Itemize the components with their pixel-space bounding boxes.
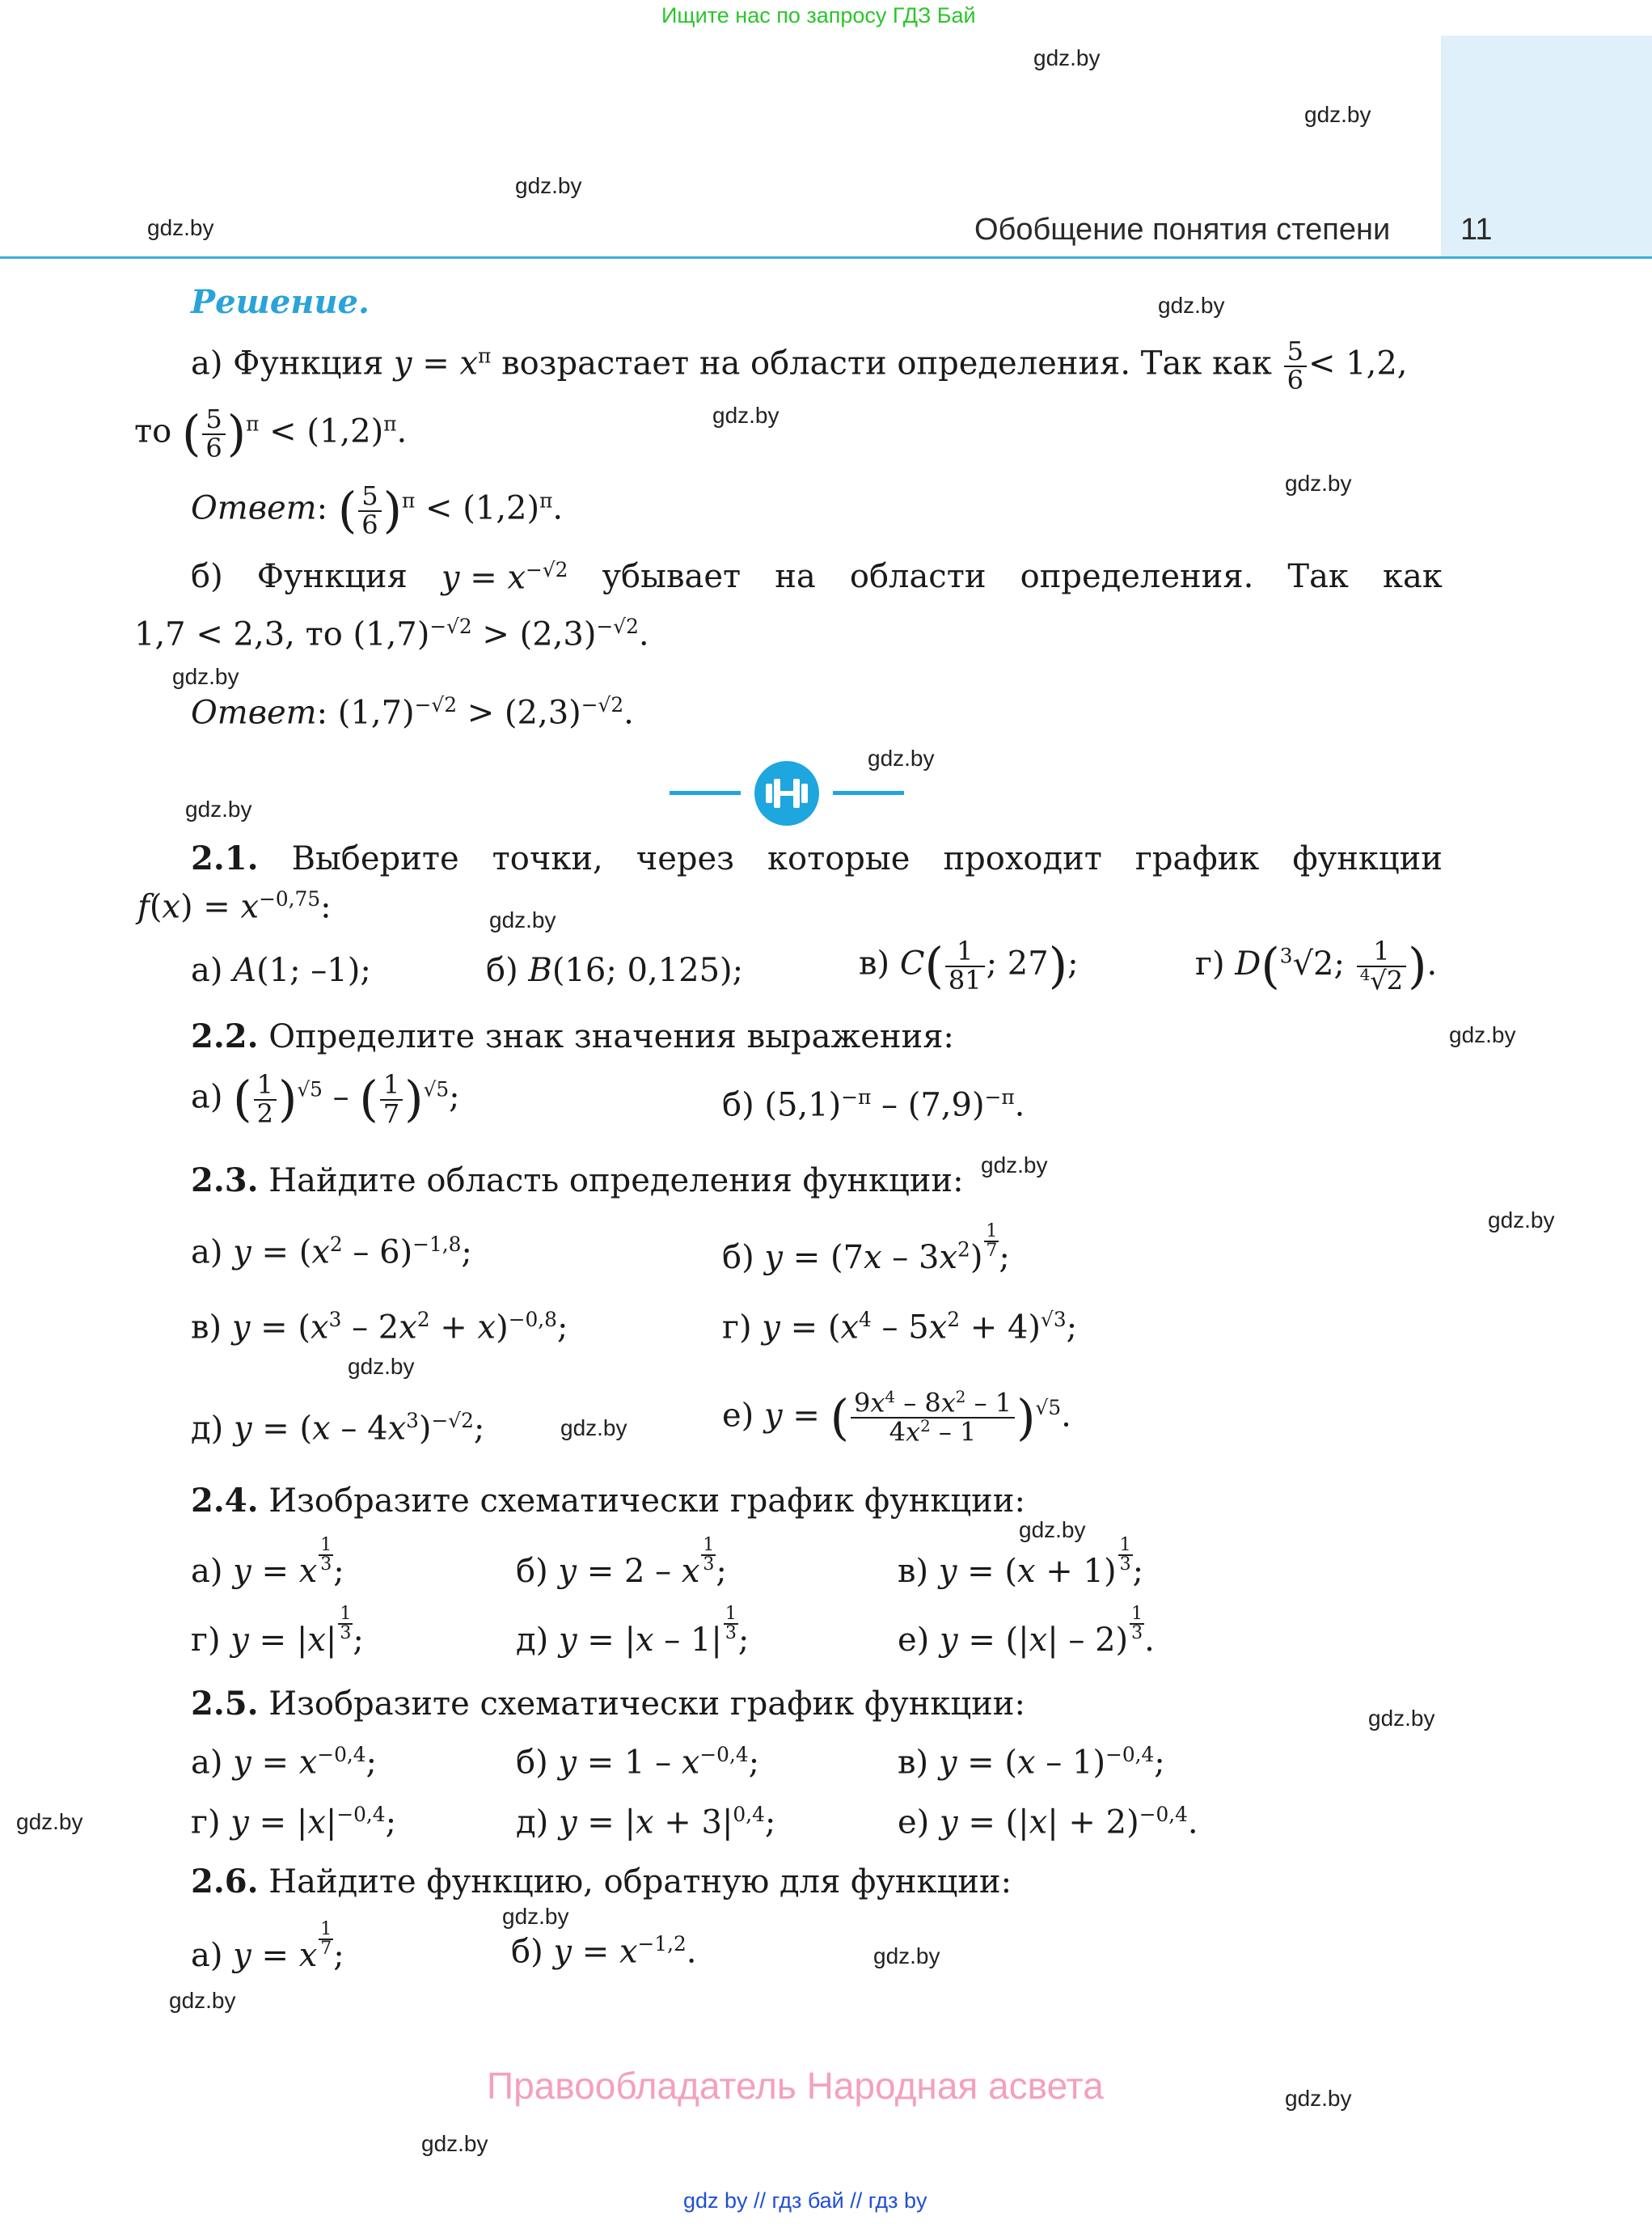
exercise-2-5-option-v: в) y = (x – 1)$^{-0,4}$; [898,1743,1165,1782]
header-rule [0,256,1652,259]
watermark: gdz.by [873,1943,940,1968]
solution-a-line1: а) Функция $y = x^\pi$ возрастает на области определения. Так как $\frac{5}{6}$ < 1,2, [191,336,1408,395]
exercise-2-1-option-v: в) C( $\frac{1}{81}$ ; 27); [859,936,1079,996]
exercise-2-5-title: 2.5. Изобразите схематически график функции: [191,1685,1025,1723]
exercise-2-6-option-b: б) $y = x^{-1,2}$. [511,1932,697,1971]
exercise-2-3-option-d: д) $y = (x - 4x^3)^{-√2}$; [191,1409,485,1448]
solution-b-line2: 1,7 < 2,3, то $(1,7)^{-√2} > (2,3)^{-√2}$. [134,615,649,653]
watermark: gdz.by [560,1415,627,1440]
solution-a-answer: Ответ: ( $\frac{5}{6}$ )$^\pi < (1,2)^\pi$. [191,480,564,540]
exercise-2-4-option-g: г) y = |x| $\frac{1}{3}$ ; [191,1604,364,1659]
watermark: gdz.by [421,2131,488,2156]
exercise-2-1-option-b: б) B(16; 0,125); [486,952,744,989]
watermark: gdz.by [1019,1517,1086,1542]
exercise-2-1-option-g: г) D($^3$√2; $\frac{1}{^4√2}$ ). [1195,936,1438,996]
exercise-2-2-title: 2.2. Определите знак значения выражения: [191,1017,954,1055]
watermark: gdz.by [868,746,935,771]
exercise-2-4-option-v: в) y = (x + 1) $\frac{1}{3}$ ; [898,1535,1144,1590]
exercise-2-2-option-a: а) ( $\frac{1}{2}$ )$^{√5}$ – ( $\frac{1}{7}$ )$^{√5}$; [191,1069,460,1129]
watermark: gdz.by [1488,1207,1555,1233]
watermark: gdz.by [1285,471,1352,496]
solution-b-answer: Ответ: $(1,7)^{-√2} > (2,3)^{-√2}$. [191,693,634,732]
exercise-2-1-option-a: а) A(1; –1); [191,952,371,989]
exercise-2-3-option-b: б) $y = (7x - 3x^2)$ $\frac{1}{7}$ ; [722,1221,1010,1276]
exercise-2-4-option-b: б) y = 2 – x $\frac{1}{3}$ ; [516,1535,727,1590]
divider-line-left [670,791,741,795]
watermark: gdz.by [489,907,556,932]
watermark: gdz.by [169,1988,236,2013]
page-number: 11 [1460,213,1493,247]
copyright-footer: Правообладатель Народная асвета [487,2065,1104,2107]
watermark: gdz.by [16,1809,83,1834]
exercise-2-3-title: 2.3. Найдите область определения функции: [191,1161,964,1199]
exercise-2-4-option-a: а) y = x $\frac{1}{3}$ ; [191,1535,344,1590]
watermark: gdz.by [1449,1022,1516,1047]
solution-heading: Решение. [191,283,370,321]
exercise-2-5-option-g: г) $y = |x|^{-0,4}$; [191,1803,397,1841]
solution-b-line1: б) Функция $y = x^{-√2}$ убывает на области определения. Так как [191,558,1443,597]
bottom-links[interactable]: gdz by // гдз бай // гдз by [683,2188,927,2213]
watermark: gdz.by [172,664,239,689]
exercise-2-3-option-a: а) $y = (x^2 - 6)^{-1,8}$; [191,1233,472,1271]
exercise-2-2-option-b: б) $(5,1)^{-\pi} - (7,9)^{-\pi}$. [722,1085,1025,1124]
exercise-2-4-title: 2.4. Изобразите схематически график функции: [191,1482,1025,1520]
exercise-2-4-option-e: е) y = (|x| – 2) $\frac{1}{3}$ . [898,1604,1155,1659]
exercise-2-4-option-d: д) y = |x – 1| $\frac{1}{3}$ ; [516,1604,750,1659]
exercise-2-1-function: $f(x) = x^{-0,75}$: [137,887,332,926]
exercise-2-5-option-d: д) $y = |x + 3|^{0,4}$; [516,1803,776,1841]
solution-a-line2: то ( $\frac{5}{6}$ )$^\pi < (1,2)^\pi$. [134,404,408,463]
exercise-2-6-option-a: а) y = x $\frac{1}{7}$ ; [191,1919,344,1974]
exercise-2-3-option-e: е) y = ( $\frac{9x^4 - 8x^2 - 1}{4x^2 - 1}$ )$^{√5}$. [722,1387,1071,1448]
exercise-2-5-option-b: б) $y = 1 - x^{-0,4}$; [516,1743,760,1782]
watermark: gdz.by [185,797,252,822]
watermark: gdz.by [515,173,582,198]
exercise-2-1-title: 2.1. Выберите точки, через которые проходит график функции [191,839,1443,877]
dumbbell-icon [754,761,819,826]
exercise-2-3-option-g: г) $y = (x^4 - 5x^2 + 4)^{√3}$; [722,1308,1078,1347]
watermark: gdz.by [1033,45,1101,70]
top-banner[interactable]: Ищите нас по запросу ГДЗ Бай [661,3,976,27]
watermark: gdz.by [502,1904,569,1929]
exercise-2-6-title: 2.6. Найдите функцию, обратную для функции: [191,1862,1012,1901]
watermark: gdz.by [147,215,214,240]
divider-line-right [833,791,904,795]
watermark: gdz.by [981,1152,1048,1178]
watermark: gdz.by [712,403,780,428]
exercise-2-3-option-v: в) $y = (x^3 - 2x^2 + x)^{-0,8}$; [191,1308,568,1347]
watermark: gdz.by [1285,2086,1352,2111]
exercise-2-5-option-e: е) $y = (|x| + 2)^{-0,4}$. [898,1803,1198,1841]
watermark: gdz.by [1368,1706,1435,1731]
watermark: gdz.by [348,1354,415,1379]
watermark: gdz.by [1158,293,1225,318]
exercise-2-5-option-a: а) $y = x^{-0,4}$; [191,1743,377,1782]
watermark: gdz.by [1304,102,1371,127]
header-title: Обобщение понятия степени [974,213,1391,247]
